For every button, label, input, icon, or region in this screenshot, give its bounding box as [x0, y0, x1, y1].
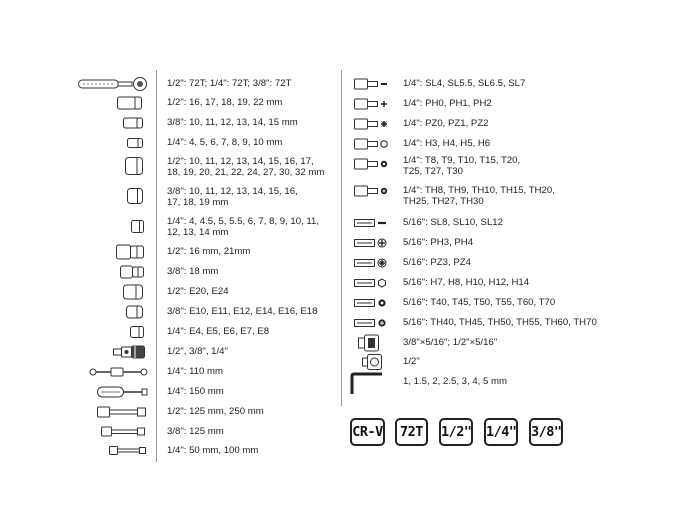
- list-item: [342, 273, 680, 293]
- list-item: [342, 313, 680, 333]
- item-label: 5/16": H7, H8, H10, H12, H14: [403, 277, 530, 288]
- item-label: 5/16": T40, T45, T50, T55, T60, T70: [403, 297, 556, 308]
- list-item: [342, 293, 680, 313]
- deep-socket-icon: [123, 117, 145, 129]
- list-item: [0, 214, 340, 240]
- spark-plug-socket-icon: [116, 244, 146, 260]
- phillips-bit-icon: [354, 237, 388, 249]
- item-label: 3/8": 125 mm: [167, 426, 224, 437]
- item-label-continued: TH25, TH27, TH30: [403, 196, 484, 207]
- item-label: 1/4": PH0, PH1, PH2: [403, 98, 492, 109]
- list-item: [0, 422, 340, 442]
- item-label: 1/4": E4, E5, E6, E7, E8: [167, 326, 270, 337]
- standard-socket-icon: [127, 188, 145, 204]
- list-item: [0, 441, 340, 461]
- crv-material-badge: CR-V: [350, 418, 385, 446]
- list-item: [342, 153, 680, 179]
- list-item: [0, 113, 340, 133]
- pozidriv-bit-socket-icon: [354, 118, 388, 130]
- list-item: [342, 352, 680, 372]
- hex-bit-icon: [354, 277, 388, 289]
- socket-adapter-icon: [362, 354, 384, 370]
- item-label: 1/4": 4, 5, 6, 7, 8, 9, 10 mm: [167, 137, 283, 148]
- item-label: 3/8": 10, 11, 12, 13, 14, 15 mm: [167, 117, 298, 128]
- list-item: [0, 262, 340, 282]
- list-item: [342, 333, 680, 353]
- item-label: 1/2": 10, 11, 12, 13, 14, 15, 16, 17,: [167, 156, 314, 167]
- item-label: 5/16": SL8, SL10, SL12: [403, 217, 503, 228]
- item-label: 1/4": 4, 4.5, 5, 5.5, 6, 7, 8, 9, 10, 11,: [167, 216, 320, 227]
- item-label: 5/16": PZ3, PZ4: [403, 257, 471, 268]
- list-item: [0, 74, 340, 94]
- list-item: [342, 183, 680, 209]
- list-item: [342, 371, 680, 395]
- spinner-handle-icon: [97, 385, 149, 399]
- list-item: [0, 322, 340, 342]
- standard-socket-icon: [125, 157, 145, 175]
- item-label-continued: T25, T27, T30: [403, 166, 463, 177]
- e-torx-socket-icon: [123, 284, 145, 300]
- item-label: 1/4": 50 mm, 100 mm: [167, 445, 259, 456]
- e-torx-socket-icon: [130, 326, 146, 338]
- extension-bar-icon: [97, 405, 149, 419]
- drive-1-2-badge: 1/2": [439, 418, 473, 446]
- e-torx-socket-icon: [126, 305, 146, 319]
- universal-joint-icon: [113, 345, 147, 359]
- standard-socket-icon: [131, 220, 145, 233]
- item-label: 1/2", 3/8", 1/4": [167, 346, 228, 357]
- list-item: [0, 282, 340, 302]
- item-label: 3/8"×5/16"; 1/2"×5/16": [403, 337, 498, 348]
- list-item: [0, 342, 340, 362]
- tamper-torx-bit-socket-icon: [354, 185, 388, 197]
- list-item: [342, 233, 680, 253]
- item-label: 1/2": 16 mm, 21mm: [167, 246, 251, 257]
- item-label: 1/4": SL4, SL5.5, SL6.5, SL7: [403, 78, 526, 89]
- item-label: 1/4": H3, H4, H5, H6: [403, 138, 491, 149]
- tamper-torx-bit-icon: [354, 317, 388, 329]
- list-item: [342, 74, 680, 94]
- bit-adapter-icon: [358, 334, 382, 352]
- list-item: [0, 302, 340, 322]
- item-label: 1/4": 150 mm: [167, 386, 224, 397]
- item-label: 3/8": 18 mm: [167, 266, 219, 277]
- list-item: [342, 253, 680, 273]
- item-label-continued: 17, 18, 19 mm: [167, 197, 229, 208]
- pozidriv-bit-icon: [354, 257, 388, 269]
- item-label: 1/2": [403, 356, 420, 367]
- item-label: 1/4": T8, T9, T10, T15, T20,: [403, 155, 521, 166]
- item-label: 3/8": 10, 11, 12, 13, 14, 15, 16,: [167, 186, 298, 197]
- list-item: [0, 402, 340, 422]
- list-item: [0, 382, 340, 402]
- item-label: 1/2": E20, E24: [167, 286, 229, 297]
- slotted-bit-socket-icon: [354, 78, 388, 90]
- list-item: [0, 133, 340, 153]
- torx-bit-icon: [354, 297, 388, 309]
- list-item: [0, 154, 340, 180]
- hex-key-icon: [350, 372, 384, 396]
- item-label: 3/8": E10, E11, E12, E14, E16, E18: [167, 306, 318, 317]
- list-item: [342, 114, 680, 134]
- item-label: 1, 1.5, 2, 2.5, 3, 4, 5 mm: [403, 376, 507, 387]
- item-label: 1/2": 16, 17, 18, 19, 22 mm: [167, 97, 283, 108]
- item-label: 1/2": 125 mm, 250 mm: [167, 406, 264, 417]
- list-item: [0, 362, 340, 382]
- item-label-continued: 18, 19, 20, 21, 22, 24, 27, 30, 32 mm: [167, 167, 325, 178]
- hex-bit-socket-icon: [354, 138, 388, 150]
- 72t-teeth-badge: 72T: [395, 418, 428, 446]
- item-label: 5/16": PH3, PH4: [403, 237, 474, 248]
- slotted-bit-icon: [354, 217, 388, 229]
- extension-bar-icon: [109, 445, 149, 457]
- list-item: [0, 242, 340, 262]
- list-item: [0, 184, 340, 210]
- list-item: [0, 93, 340, 113]
- item-label: 5/16": TH40, TH45, TH50, TH55, TH60, TH70: [403, 317, 597, 328]
- torx-bit-socket-icon: [354, 158, 388, 170]
- deep-socket-icon: [117, 96, 145, 110]
- drive-3-8-badge: 3/8": [529, 418, 563, 446]
- list-item: [342, 94, 680, 114]
- item-label-continued: 12, 13, 14 mm: [167, 227, 229, 238]
- list-item: [342, 213, 680, 233]
- drive-1-4-badge: 1/4": [484, 418, 518, 446]
- item-label: 1/4": PZ0, PZ1, PZ2: [403, 118, 489, 129]
- list-item: [342, 134, 680, 154]
- extension-bar-icon: [101, 426, 149, 438]
- sliding-t-bar-icon: [89, 366, 149, 378]
- deep-socket-icon: [127, 138, 145, 148]
- phillips-bit-socket-icon: [354, 98, 388, 110]
- ratchet-handle-icon: [78, 77, 150, 91]
- item-label: 1/4": 110 mm: [167, 366, 224, 377]
- item-label: 1/4": TH8, TH9, TH10, TH15, TH20,: [403, 185, 555, 196]
- item-label: 1/2": 72T; 1/4": 72T; 3/8": 72T: [167, 78, 292, 89]
- spark-plug-socket-icon: [120, 265, 146, 279]
